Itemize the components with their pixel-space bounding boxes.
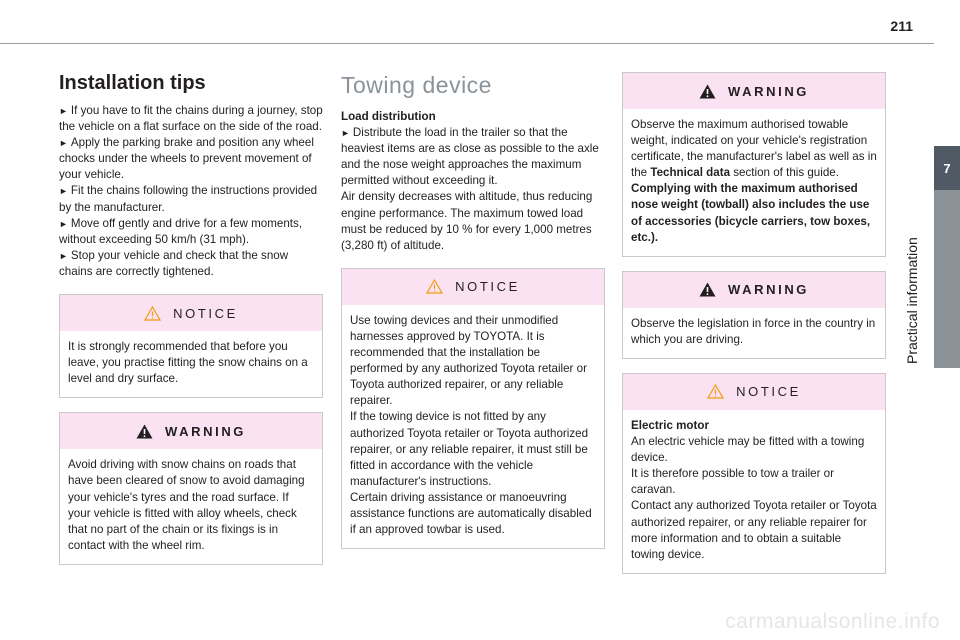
warning-box [59,412,323,565]
bullet-icon: ► [341,128,350,139]
notice-header [623,374,885,410]
header-rule [0,43,934,44]
notice-box [622,373,886,574]
notice-subheading: Electric motor [631,418,709,432]
warning-triangle-filled-icon [136,424,153,439]
warning-triangle-outline-icon [707,384,724,399]
warning-body [623,109,885,256]
notice-title: NOTICE [173,305,238,321]
notice-paragraph: Contact any authorized Toyota retailer or Toyota authorized repairer, or any reliable repairer for more information and to obtain a suitable towing device. [631,499,877,561]
list-item: ► Fit the chains following the instructions provided by the manufacturer. [59,184,318,214]
bullet-icon: ► [59,138,68,149]
list-item: ► Distribute the load in the trailer so that the heaviest items are as close as possible to the axle and the nose weight approaches the maximum permitted without exceeding it. [341,126,599,188]
warning-triangle-filled-icon [699,84,716,99]
notice-title: NOTICE [455,279,520,295]
list-item: ► If you have to fit the chains during a journey, stop the vehicle on a flat surface on the side of the road. [59,104,323,134]
column-towing-device [341,72,605,549]
warning-title: WARNING [164,423,247,439]
page-number: 211 [890,18,913,34]
warning-triangle-outline-icon [144,306,161,321]
warning-title: WARNING [727,282,810,298]
column-towing-warnings [622,72,886,574]
warning-strong-text: Complying with the maximum authorised nose weight (towball) also includes the use of accessories (bicycle carriers, tow boxes, etc.). [631,182,871,244]
chapter-number: 7 [943,160,951,176]
notice-paragraph: It is therefore possible to tow a trailer or caravan. [631,467,834,497]
towing-heading: Towing device [341,72,492,98]
notice-paragraph: If the towing device is not fitted by any authorized Toyota retailer or Toyota authorized repairer, or any reliable repairer, it must still be fitted in accordance with the vehicle manufacturer's instructions. [350,410,589,488]
notice-body [623,410,885,573]
notice-text: It is strongly recommended that before you leave, you practise fitting the snow chains on a level and dry surface. [68,340,308,386]
notice-paragraph: Certain driving assistance or manoeuvring assistance functions are automatically disabled if an approved towbar is used. [350,490,592,537]
warning-header [623,73,885,109]
notice-box [341,268,605,549]
chapter-strip [934,190,960,368]
load-distribution-text [341,109,605,254]
bullet-icon: ► [59,106,68,116]
list-item: ► Move off gently and drive for a few moments, without exceeding 50 km/h (31 mph). [59,216,303,246]
warning-triangle-filled-icon [699,282,716,297]
chapter-title: Practical information [904,237,920,364]
notice-title: NOTICE [736,384,801,400]
warning-box [622,271,886,359]
warning-body [60,449,322,564]
list-item: ► Stop your vehicle and check that the snow chains are correctly tightened. [59,248,289,278]
notice-paragraph: An electric vehicle may be fitted with a towing device. [631,435,865,465]
watermark: carmanualsonline.info [725,610,940,633]
bullet-icon: ► [59,186,68,197]
notice-header [60,295,322,331]
bullet-icon: ► [59,218,68,229]
warning-triangle-outline-icon [426,279,443,294]
notice-body [60,331,322,397]
warning-text: Observe the maximum authorised towable weight, indicated on your vehicle's registration certificate, the manufacturer's label as well as in the Technical data section of this guide. [631,118,877,180]
warning-box [622,72,886,257]
installation-bullet-list [59,103,323,280]
bullet-icon: ► [59,250,68,261]
warning-header [60,413,322,449]
column-installation-tips [59,72,323,565]
warning-text: Observe the legislation in force in the country in which you are driving. [631,316,876,346]
notice-paragraph: Use towing devices and their unmodified harnesses approved by TOYOTA. It is recommended that the installation be performed by any authorized Toyota retailer or Toyota authorized repairer, or any reliable repairer. [350,313,587,408]
notice-body [342,305,604,548]
section-heading: Installation tips [59,72,206,94]
chapter-tab [934,146,960,190]
altitude-paragraph: Air density decreases with altitude, thus reducing engine performance. The maximum towed load must be reduced by 10 % for every 1,000 metres (3,280 ft) of altitude. [341,190,593,252]
load-distribution-subheading: Load distribution [341,110,436,123]
notice-header [342,269,604,305]
notice-box [59,294,323,398]
warning-body [623,308,885,358]
warning-title: WARNING [727,83,810,99]
list-item: ► Apply the parking brake and position any wheel chocks under the wheels to prevent movement of your vehicle. [59,136,314,182]
warning-header [623,272,885,308]
warning-text: Avoid driving with snow chains on roads that have been cleared of snow to avoid damaging your vehicle's tyres and the road surface. If your vehicle is fitted with alloy wheels, check that no part of the chain or its fixings is in contact with the wheel rim. [68,458,305,552]
